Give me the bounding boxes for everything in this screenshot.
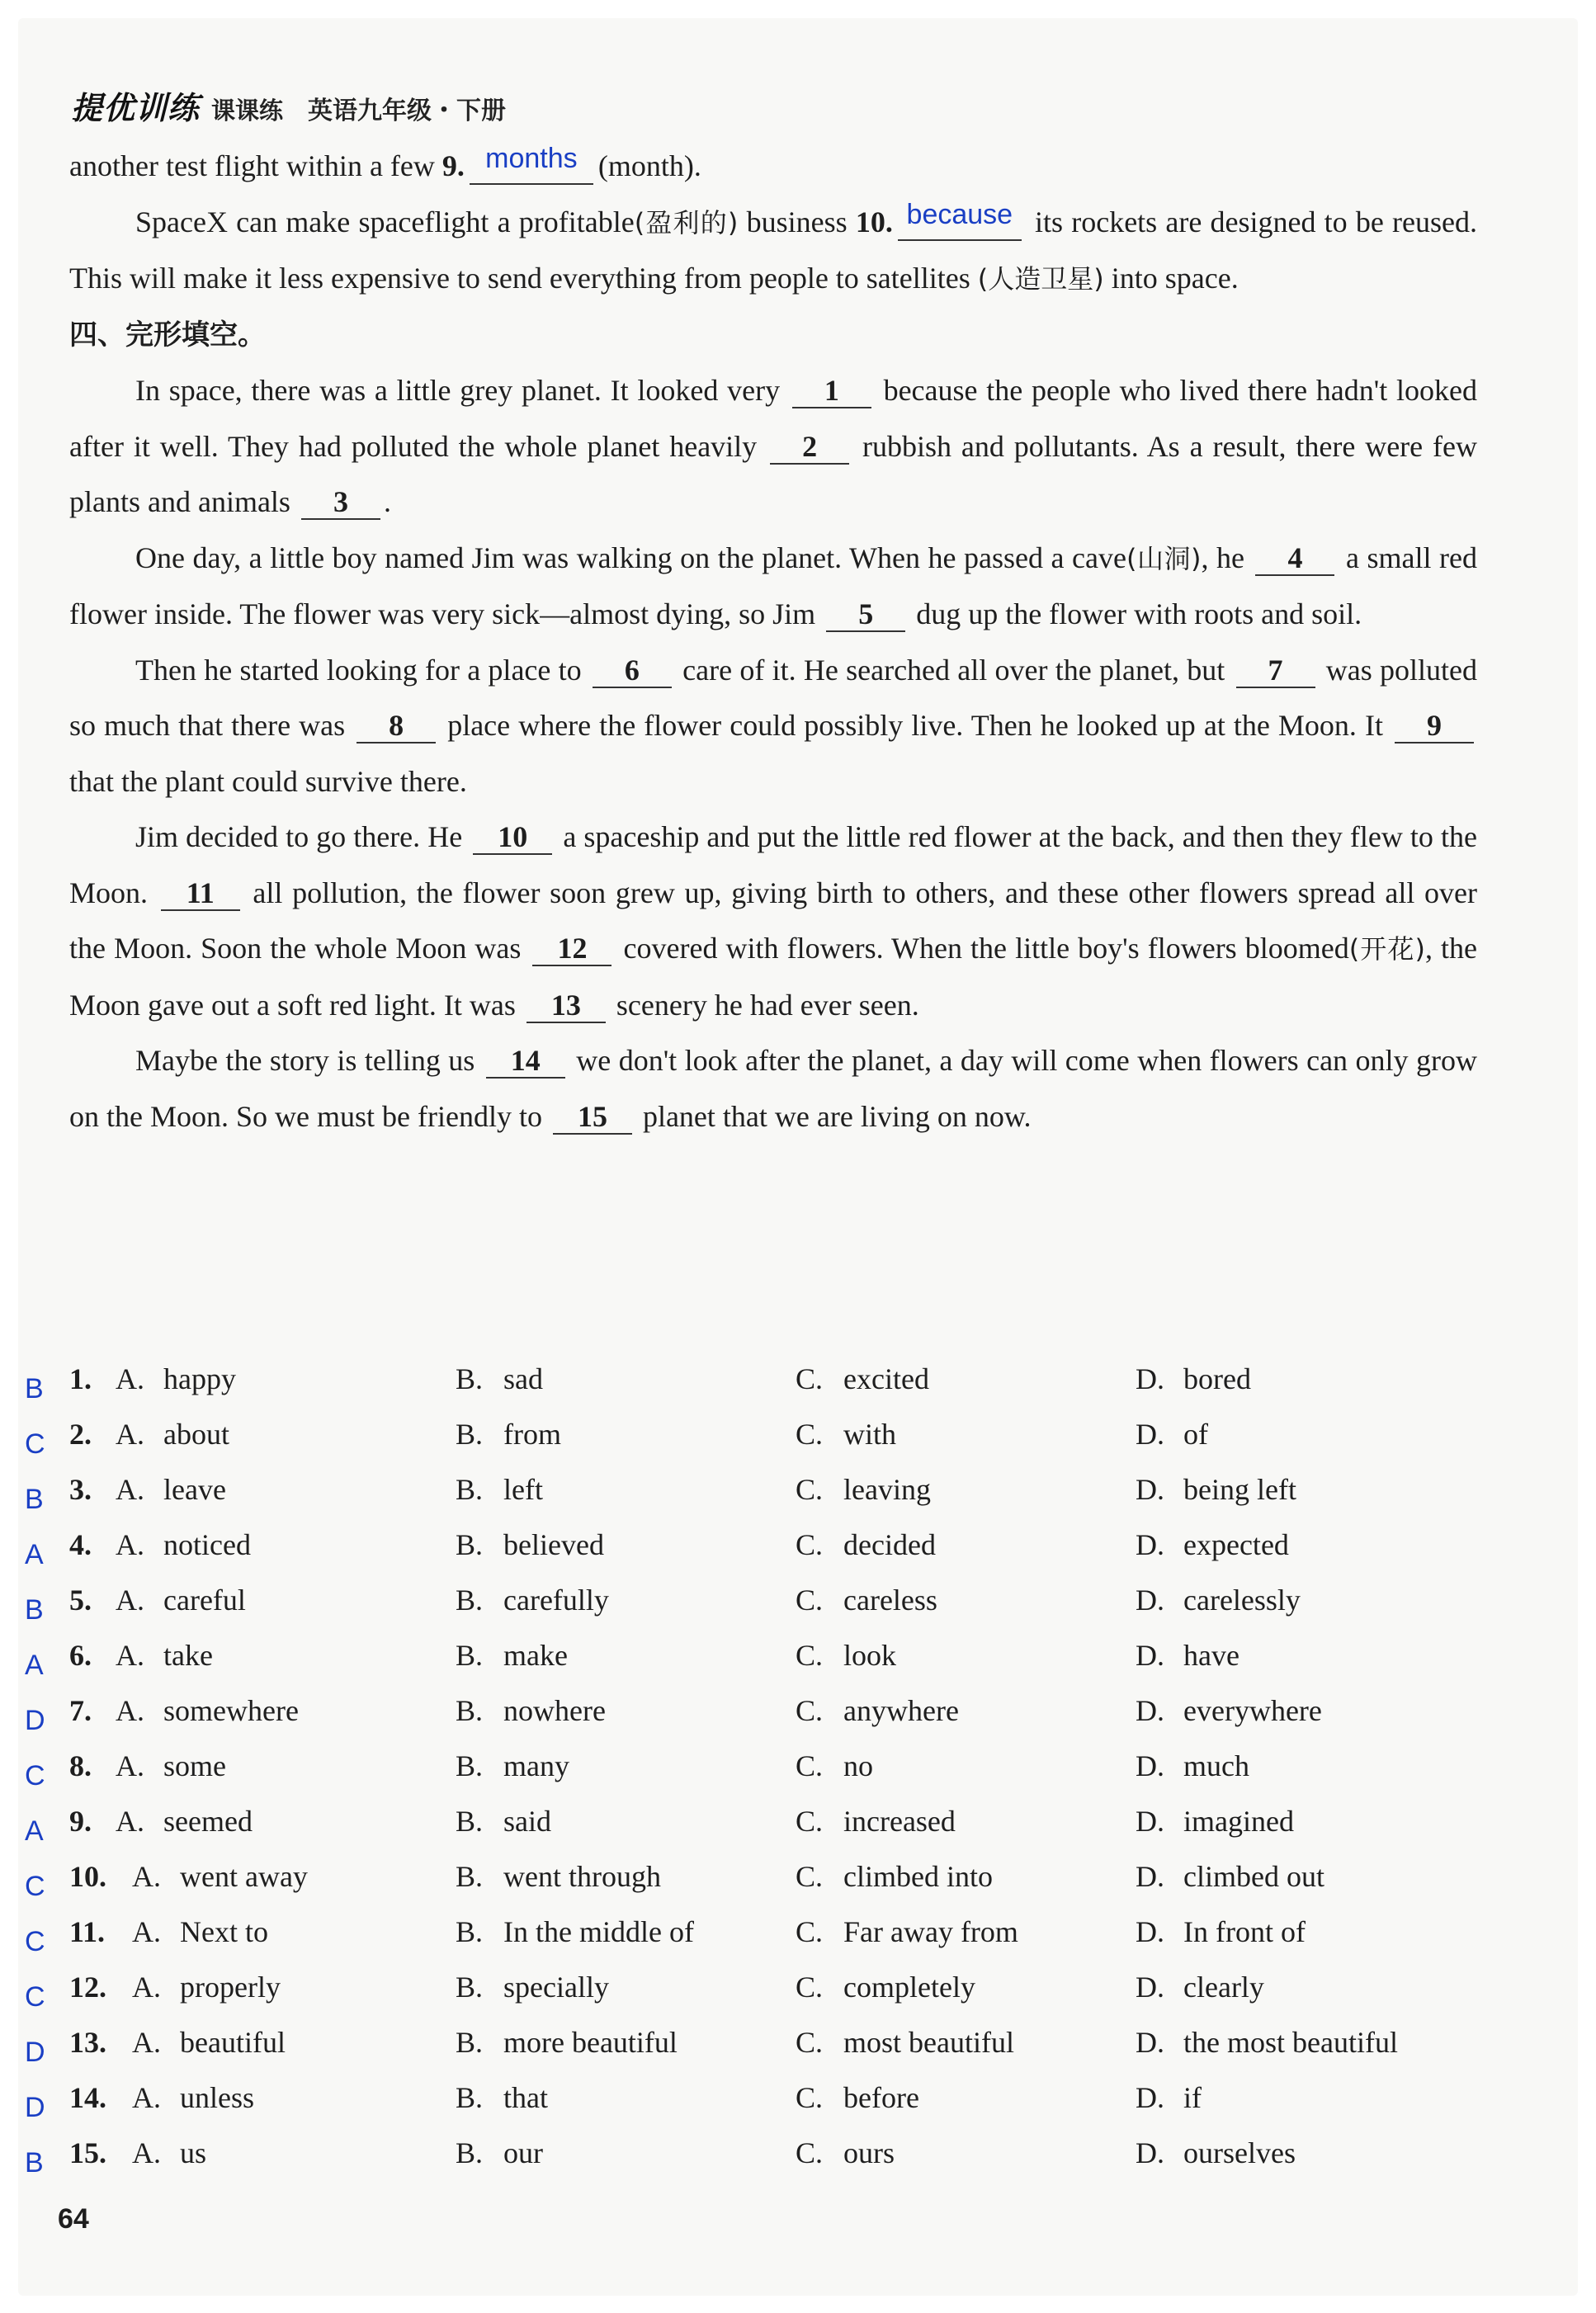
handwritten-answer: C bbox=[25, 1981, 45, 2013]
option-d: D. In front of bbox=[1136, 1915, 1306, 1948]
handwritten-answer: A bbox=[25, 1650, 44, 1681]
question-row bbox=[0, 2080, 1596, 2136]
handwritten-answer: B bbox=[25, 1594, 44, 1626]
cloze-paragraph-5: Maybe the story is telling us 14 we don't look after the planet, a day will come when flowers can only grow on the Moon. So we must be friendly to 15 planet that we are living on now. bbox=[69, 1044, 1477, 1133]
handwritten-answer: A bbox=[25, 1539, 44, 1570]
option-a: A. about bbox=[116, 1418, 229, 1451]
question-number: 3. bbox=[69, 1473, 92, 1506]
handwritten-answer: B bbox=[25, 1373, 44, 1404]
handwritten-answer: B bbox=[25, 1484, 44, 1515]
cloze-blank: 4 bbox=[1255, 541, 1334, 576]
handwritten-answer: D bbox=[25, 2092, 45, 2123]
option-b: B. carefully bbox=[456, 1584, 609, 1617]
question-number: 9. bbox=[69, 1805, 92, 1838]
handwritten-answer: C bbox=[25, 1760, 45, 1791]
cloze-blank: 2 bbox=[770, 430, 849, 465]
question-number: 4. bbox=[69, 1528, 92, 1561]
option-d: D. ourselves bbox=[1136, 2136, 1296, 2169]
handwritten-answer: because bbox=[906, 198, 1013, 230]
option-d: D. imagined bbox=[1136, 1805, 1294, 1838]
option-c: C. no bbox=[796, 1749, 873, 1782]
option-a: A. take bbox=[116, 1639, 213, 1672]
handwritten-answer: D bbox=[25, 1705, 45, 1736]
cloze-blank: 15 bbox=[553, 1100, 632, 1135]
cloze-blank: 3 bbox=[301, 485, 380, 520]
answer-blank-10 bbox=[898, 198, 1022, 241]
option-d: D. being left bbox=[1136, 1473, 1296, 1506]
cloze-blank: 14 bbox=[486, 1044, 565, 1079]
cloze-blank: 1 bbox=[792, 374, 871, 408]
option-d: D. clearly bbox=[1136, 1971, 1264, 2004]
option-b: B. that bbox=[456, 2081, 548, 2114]
option-b: B. from bbox=[456, 1418, 561, 1451]
book-header bbox=[71, 83, 506, 128]
main-text bbox=[69, 139, 1477, 1145]
section-title: 四、完形填空。 bbox=[69, 318, 266, 352]
option-d: D. the most beautiful bbox=[1136, 2026, 1398, 2059]
option-a: A. went away bbox=[132, 1860, 308, 1893]
option-b: B. went through bbox=[456, 1860, 661, 1893]
handwritten-answer: C bbox=[25, 1428, 45, 1460]
question-row bbox=[0, 1638, 1596, 1693]
option-c: C. anywhere bbox=[796, 1694, 959, 1727]
option-b: B. more beautiful bbox=[456, 2026, 678, 2059]
question-number: 11. bbox=[69, 1915, 106, 1948]
question-number: 1. bbox=[69, 1362, 92, 1395]
option-c: C. careless bbox=[796, 1584, 937, 1617]
option-c: C. increased bbox=[796, 1805, 956, 1838]
cloze-blank: 9 bbox=[1395, 709, 1474, 743]
option-d: D. bored bbox=[1136, 1362, 1251, 1395]
question-row bbox=[0, 1859, 1596, 1914]
option-c: C. decided bbox=[796, 1528, 936, 1561]
option-a: A. unless bbox=[132, 2081, 254, 2114]
cloze-blank: 7 bbox=[1236, 654, 1315, 688]
option-c: C. leaving bbox=[796, 1473, 931, 1506]
question-number: 10. bbox=[69, 1860, 106, 1893]
question-row bbox=[0, 1749, 1596, 1804]
handwritten-answer: A bbox=[25, 1815, 44, 1847]
handwritten-answer: C bbox=[25, 1871, 45, 1902]
handwritten-answer: D bbox=[25, 2037, 45, 2068]
question-row bbox=[0, 1970, 1596, 2025]
option-a: A. Next to bbox=[132, 1915, 268, 1948]
option-a: A. beautiful bbox=[132, 2026, 286, 2059]
option-d: D. everywhere bbox=[1136, 1694, 1322, 1727]
option-a: A. somewhere bbox=[116, 1694, 299, 1727]
option-c: C. completely bbox=[796, 1971, 975, 2004]
question-row bbox=[0, 1914, 1596, 1970]
question-number: 14. bbox=[69, 2081, 106, 2114]
option-d: D. if bbox=[1136, 2081, 1202, 2114]
question-number: 13. bbox=[69, 2026, 106, 2059]
option-a: A. properly bbox=[132, 1971, 281, 2004]
option-b: B. believed bbox=[456, 1528, 604, 1561]
cloze-paragraph-3: Then he started looking for a place to 6 care of it. He searched all over the planet, but 7 was polluted so much that there was 8 place where the flower could possibly live. Then he looked up at the Moon. It 9 that the plant could survive there. bbox=[69, 653, 1477, 798]
option-b: B. specially bbox=[456, 1971, 609, 2004]
cloze-paragraph-2: One day, a little boy named Jim was walking on the planet. When he passed a cave(山洞), he 4 a small red flower inside. The flower was very sick—almost dying, so Jim 5 dug up the flower with roots and soil. bbox=[69, 540, 1477, 630]
option-b: B. many bbox=[456, 1749, 569, 1782]
question-number: 2. bbox=[69, 1418, 92, 1451]
brand-subtitle: 课课练 bbox=[211, 97, 284, 125]
course-title: 英语九年级・下册 bbox=[308, 97, 507, 125]
option-a: A. noticed bbox=[116, 1528, 251, 1561]
option-c: C. before bbox=[796, 2081, 919, 2114]
question-row bbox=[0, 1527, 1596, 1583]
option-b: B. In the middle of bbox=[456, 1915, 694, 1948]
option-a: A. careful bbox=[116, 1584, 246, 1617]
question-number: 12. bbox=[69, 1971, 106, 2004]
option-b: B. left bbox=[456, 1473, 543, 1506]
question-number: 5. bbox=[69, 1584, 92, 1617]
cloze-blank: 13 bbox=[526, 989, 606, 1023]
cloze-blank: 5 bbox=[826, 597, 905, 632]
handwritten-answer: C bbox=[25, 1926, 45, 1957]
option-a: A. seemed bbox=[116, 1805, 253, 1838]
option-b: B. our bbox=[456, 2136, 543, 2169]
question-row bbox=[0, 1804, 1596, 1859]
question-number: 7. bbox=[69, 1694, 92, 1727]
option-d: D. of bbox=[1136, 1418, 1208, 1451]
option-c: C. look bbox=[796, 1639, 897, 1672]
option-c: C. most beautiful bbox=[796, 2026, 1014, 2059]
option-b: B. make bbox=[456, 1639, 568, 1672]
question-row bbox=[0, 1583, 1596, 1638]
cloze-blank: 11 bbox=[161, 876, 240, 911]
cloze-blank: 6 bbox=[593, 654, 672, 688]
cloze-paragraph-4: Jim decided to go there. He 10 a spaceship and put the little red flower at the back, and then they flew to the Moon. 11 all pollution, the flower soon grew up, giving birth to others, and these other flowers spread all over the Moon. Soon the whole Moon was 12 covered with flowers. When the little boy's flowers bloomed(开花), the Moon gave out a soft red light. It was 13 scenery he had ever seen. bbox=[69, 820, 1477, 1022]
option-d: D. much bbox=[1136, 1749, 1249, 1782]
cloze-blank: 8 bbox=[357, 709, 436, 743]
brand-title: 提优训练 bbox=[71, 90, 201, 126]
cloze-blank: 10 bbox=[473, 820, 552, 855]
option-a: A. leave bbox=[116, 1473, 226, 1506]
question-row bbox=[0, 1362, 1596, 1417]
question-number: 6. bbox=[69, 1639, 92, 1672]
option-a: A. us bbox=[132, 2136, 207, 2169]
handwritten-answer: B bbox=[25, 2147, 44, 2178]
intro-line: another test flight within a few 9. months (month). bbox=[69, 139, 1477, 195]
cloze-paragraph-1: In space, there was a little grey planet. It looked very 1 because the people who lived there hadn't looked after it well. They had polluted the whole planet heavily 2 rubbish and pollutants. As a result, there were few plants and animals 3 . bbox=[69, 374, 1478, 518]
page-number: 64 bbox=[58, 2203, 89, 2235]
option-a: A. some bbox=[116, 1749, 226, 1782]
option-c: C. with bbox=[796, 1418, 897, 1451]
intro-paragraph: SpaceX can make spaceflight a profitable(盈利的) business 10. because its rockets are designed to be reused. This will make it less expensive to send everything from people to satellites (人造卫星) into space. bbox=[69, 198, 1477, 295]
question-number: 15. bbox=[69, 2136, 106, 2169]
option-c: C. climbed into bbox=[796, 1860, 993, 1893]
option-a: A. happy bbox=[116, 1362, 236, 1395]
answer-blank-9 bbox=[470, 143, 593, 185]
option-d: D. expected bbox=[1136, 1528, 1289, 1561]
option-b: B. sad bbox=[456, 1362, 543, 1395]
question-number: 8. bbox=[69, 1749, 92, 1782]
option-c: C. excited bbox=[796, 1362, 929, 1395]
question-row bbox=[0, 1417, 1596, 1472]
question-row bbox=[0, 2025, 1596, 2080]
option-c: C. Far away from bbox=[796, 1915, 1018, 1948]
option-b: B. said bbox=[456, 1805, 551, 1838]
handwritten-answer: months bbox=[485, 143, 578, 174]
option-c: C. ours bbox=[796, 2136, 895, 2169]
option-d: D. carelessly bbox=[1136, 1584, 1301, 1617]
option-d: D. climbed out bbox=[1136, 1860, 1324, 1893]
option-d: D. have bbox=[1136, 1639, 1239, 1672]
option-b: B. nowhere bbox=[456, 1694, 606, 1727]
question-row bbox=[0, 1693, 1596, 1749]
question-row bbox=[0, 1472, 1596, 1527]
cloze-blank: 12 bbox=[532, 932, 611, 966]
question-row bbox=[0, 2136, 1596, 2191]
